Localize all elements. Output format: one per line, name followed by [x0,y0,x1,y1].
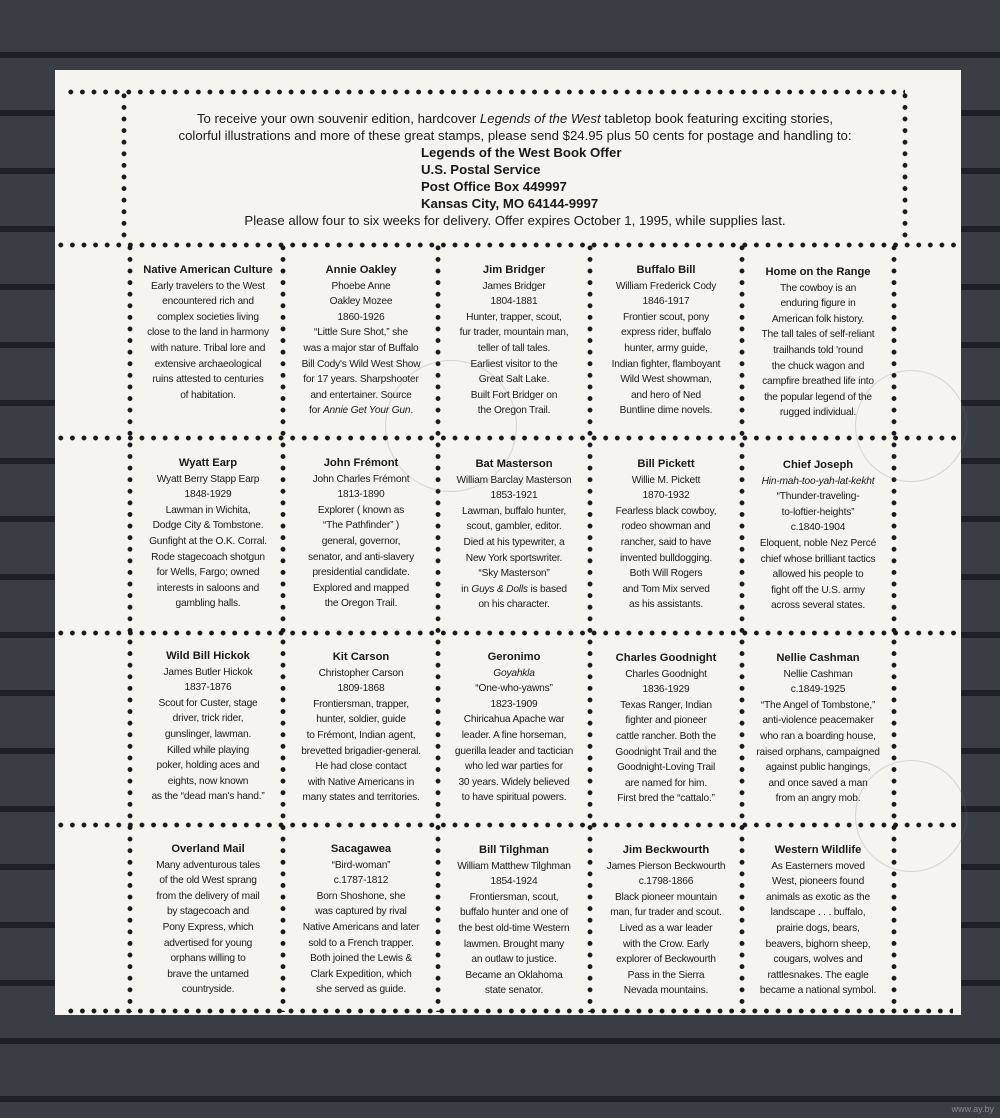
stamp-title: Wild Bill Hickok [166,650,250,662]
stamp-description-line: for 17 years. Sharpshooter [303,374,419,386]
stamp-title: Kit Carson [332,651,390,663]
stamp-description-line: encountered rich and [162,296,254,308]
stamp-description-line: an outlaw to justice. [471,954,557,966]
stamp-description-line: cattle rancher. Both the [616,730,716,742]
stamp-description-line: Early travelers to the West [151,280,265,292]
stamp-text-western-wildlife [743,843,893,999]
stamp-description-line: chief whose brilliant tactics [760,553,876,565]
stamp-description-line: poker, holding aces and [156,760,260,772]
stamp-description-line: Goodnight Trail and the [615,746,717,758]
stamp-description-line: William Barclay Masterson [456,474,572,486]
stamp-title: Buffalo Bill [636,264,696,276]
stamp-description-line: fighter and pioneer [625,715,707,727]
stamp-description-line: Indian fighter, flamboyant [611,358,721,370]
perforation-row-3 [55,630,961,636]
stamp-description-line: “Little Sure Shot,” she [314,327,408,339]
stamp-text-native-american-culture [133,263,283,403]
stamp-description-line: “Bird-woman” [331,859,391,871]
stamp-description-line: Died at his typewriter, a [463,536,565,548]
stamp-description-line: hunter, soldier, guide [316,714,406,726]
stamp-description-line: scout, gambler, editor. [466,521,562,533]
stamp-description-line: from the delivery of mail [156,890,260,902]
stamp-description-line: as his assistants. [629,599,703,611]
stamp-description-line: Nevada mountains. [623,985,709,997]
book-offer-text [135,110,895,229]
perforation-bottom [65,1008,953,1014]
stamp-description-line: in Guys & Dolls is based [461,583,567,595]
stamp-text-sacagawea [286,842,436,998]
stamp-text-kit-carson [286,650,436,806]
stamp-text-bill-pickett [591,457,741,613]
stamp-description-line: close to the land in harmony [147,327,269,339]
stamp-title: Sacagawea [330,843,392,855]
stamp-description-line: as the “dead man's hand.” [151,791,265,803]
stamp-description-line: and entertainer. Source [310,389,412,401]
stamp-description-line: Chiricahua Apache war [463,714,565,726]
stamp-description-line: Texas Ranger, Indian [620,699,712,711]
stamp-title: Chief Joseph [782,459,854,471]
stamp-description-line: to Frémont, Indian agent, [306,729,416,741]
stamp-description-line: 1846-1917 [642,296,690,308]
stamp-description-line: for Wells, Fargo; owned [156,567,260,579]
stamp-description-line: against public hangings, [765,762,871,774]
stamp-description-line: many states and territories. [302,792,420,804]
stamp-description-line: and Tom Mix served [622,583,710,595]
stamp-description-line: “One-who-yawns” [475,683,553,695]
stamp-description-line: Oakley Mozee [329,296,393,308]
stamp-title: Bat Masterson [475,458,553,470]
stamp-title: Geronimo [487,651,541,663]
stamp-description-line: 1860-1926 [337,311,385,323]
stamp-description-line: rodeo showman and [621,521,711,533]
stamp-description-line: Explored and mapped [313,582,409,594]
stamp-title: Overland Mail [171,843,245,855]
offer-line-1: To receive your own souvenir edition, hardcover Legends of the West tabletop book featuring exciting stories, [196,111,834,126]
stamp-description-line: Frontiersman, scout, [469,891,559,903]
stamp-text-wyatt-earp [133,456,283,612]
stamp-description-line: to-loftier-heights” [781,506,855,518]
stamp-text-chief-joseph [743,458,893,614]
stamp-description-line: the chuck wagon and [771,360,865,372]
watermark: www.ay.by [951,1104,994,1114]
stamp-description-line: across several states. [770,600,866,612]
stamp-description-line: by stagecoach and [166,906,250,918]
stamp-description-line: was captured by rival [315,906,407,918]
stamp-description-line: Scout for Custer, stage [158,697,258,709]
offer-address-3: Post Office Box 449997 [421,179,567,194]
stamp-title: Western Wildlife [774,844,862,856]
stamp-description-line: Pony Express, which [162,921,254,933]
stamp-description-line: general, governor, [321,535,401,547]
stamp-description-line: Both joined the Lewis & [310,953,412,965]
stamp-description-line: hunter, army guide, [624,342,708,354]
stamp-description-line: First bred the “cattalo.” [617,793,715,805]
stamp-description-line: Christopher Carson [318,667,404,679]
stamp-description-line: the best old-time Western [458,922,570,934]
stamp-description-line: 30 years. Widely believed [458,776,570,788]
stamp-description-line: she served as guide. [315,984,406,996]
stamp-description-line: rattlesnakes. The eagle [767,969,869,981]
stamp-description-line: Bill Cody's Wild West Show [301,358,421,370]
stamp-description-line: Wild West showman, [620,374,712,386]
stamp-description-line: leader. A fine horseman, [461,729,567,741]
stamp-description-line: American folk history. [771,313,865,325]
stamp-description-line: Gunfight at the O.K. Corral. [149,535,267,547]
stamp-description-line: lawmen. Brought many [463,938,565,950]
stamp-description-line: “The Angel of Tombstone,” [760,699,876,711]
stamp-description-line: “Thunder-traveling- [776,491,860,503]
stamp-description-line: Earliest visitor to the [470,358,558,370]
stamp-description-line: enduring figure in [780,298,856,310]
stamp-description-line: are named for him. [625,777,707,789]
stamp-description-line: raised orphans, campaigned [756,746,880,758]
stamp-description-line: countryside. [181,984,235,996]
stamp-description-line: The tall tales of self-reliant [761,329,875,341]
offer-address-2: U.S. Postal Service [421,162,541,177]
stamp-title: Jim Bridger [482,264,546,276]
stamp-description-line: Hunter, trapper, scout, [466,311,562,323]
stamp-description-line: Built Fort Bridger on [470,389,558,401]
stamp-description-line: fur trader, mountain man, [459,327,569,339]
stamp-description-line: the popular legend of the [764,391,872,403]
stamp-description-line: rugged individual. [779,407,857,419]
stamp-description-line: Born Shoshone, she [316,890,406,902]
stamp-description-line: William Frederick Cody [615,280,717,292]
stamp-description-line: trailhands told 'round [773,344,863,356]
stamp-text-jim-beckwourth [591,843,741,999]
stamp-description-line: 1848-1929 [184,489,232,501]
stamp-text-charles-goodnight [591,651,741,807]
stamp-description-line: 1823-1909 [490,698,538,710]
stamp-description-line: Goodnight-Loving Trail [616,762,716,774]
stamp-description-line: brave the untamed [167,968,249,980]
stamp-description-line: presidential candidate. [312,567,410,579]
perforation-header-right [902,90,908,240]
stamp-description-line: of habitation. [180,389,236,401]
stamp-description-line: c.1840-1904 [790,522,846,534]
stamp-description-line: man, fur trader and scout. [610,907,722,919]
stamp-text-buffalo-bill [591,263,741,419]
stamp-description-line: express rider, buffalo [621,327,711,339]
stamp-description-line: from an angry mob. [775,793,861,805]
stamp-description-line: prairie dogs, bears, [776,922,860,934]
stamp-description-line: 1836-1929 [642,684,690,696]
stamp-description-line: West, pioneers found [771,876,865,888]
stamp-description-line: on his character. [478,599,550,611]
stamp-text-bill-tilghman [439,843,589,999]
offer-address-1: Legends of the West Book Offer [421,145,622,160]
offer-deadline: Please allow four to six weeks for delivery. Offer expires October 1, 1995, while supplies last. [244,213,786,228]
stamp-description-line: Nellie Cashman [783,668,853,680]
stamp-description-line: 1809-1868 [337,683,385,695]
stamp-description-line: William Matthew Tilghman [457,860,571,872]
stamp-description-line: who led war parties for [465,761,563,773]
stamp-description-line: James Butler Hickok [163,666,253,678]
stamp-text-home-on-the-range [743,265,893,421]
stamp-description-line: Goyahkla [493,667,535,679]
stamp-title: Charles Goodnight [615,652,717,664]
stamp-description-line: and once saved a man [768,777,868,789]
stamp-description-line: James Bridger [482,280,546,292]
stamp-text-jim-bridger [439,263,589,419]
stamp-description-line: the Oregon Trail. [477,405,551,417]
stamp-sheet [55,70,961,1015]
stamp-description-line: and hero of Ned [630,389,702,401]
stamp-description-line: ruins attested to centuries [152,374,264,386]
stamp-description-line: Rode stagecoach shotgun [151,551,265,563]
stamp-description-line: fight off the U.S. army [771,584,865,596]
stamp-description-line: James Pierson Beckwourth [606,860,726,872]
stamp-description-line: cougars, wolves and [773,954,863,966]
stamp-description-line: eights, now known [167,775,249,787]
stamp-text-annie-oakley [286,263,436,419]
stamp-description-line: Willie M. Pickett [631,474,701,486]
stamp-description-line: Buntline dime novels. [619,405,713,417]
stamp-description-line: 1854-1924 [490,876,538,888]
stamp-description-line: New York sportswriter. [465,552,563,564]
stamp-description-line: brevetted brigadier-general. [301,745,421,757]
stamp-title: Annie Oakley [325,264,397,276]
stamp-description-line: Black pioneer mountain [614,891,718,903]
offer-line-2: colorful illustrations and more of these great stamps, please send $24.95 plus 50 cents for postage and handling to: [178,128,852,143]
stamp-title: Bill Tilghman [478,844,550,856]
stamp-description-line: complex societies living [157,311,259,323]
stamp-description-line: 1813-1890 [337,489,385,501]
stamp-description-line: Great Salt Lake. [478,374,550,386]
stamp-description-line: Eloquent, noble Nez Percé [759,537,877,549]
stamp-description-line: Fearless black cowboy, [615,505,717,517]
stamp-description-line: with nature. Tribal lore and [150,342,266,354]
stamp-description-line: anti-violence peacemaker [762,715,874,727]
stamp-description-line: explorer of Beckwourth [616,954,716,966]
stamp-description-line: Dodge City & Tombstone. [152,520,264,532]
stamp-description-line: to have spiritual powers. [461,792,567,804]
stamp-description-line: Lawman, buffalo hunter, [462,505,566,517]
stamp-description-line: state senator. [484,985,544,997]
stamp-description-line: The cowboy is an [779,282,857,294]
stamp-description-line: “The Pathfinder” ) [322,520,400,532]
stamp-description-line: gunslinger, lawman. [164,728,252,740]
stamp-description-line: landscape . . . buffalo, [770,907,866,919]
stamp-description-line: Lawman in Wichita, [165,504,251,516]
stamp-description-line: with the Crow. Early [622,938,710,950]
stamp-description-line: orphans willing to [170,953,246,965]
stamp-description-line: with Native Americans in [307,776,415,788]
stamp-description-line: c.1787-1812 [333,875,389,887]
stamp-description-line: 1837-1876 [184,682,232,694]
stamp-description-line: Many adventurous tales [156,859,260,871]
stamp-title: Bill Pickett [637,458,695,470]
stamp-text-bat-masterson [439,457,589,613]
stamp-description-line: rancher, said to have [620,536,712,548]
stamp-description-line: advertised for young [163,937,253,949]
stamp-title: Nellie Cashman [776,652,860,664]
stamp-description-line: Lived as a war leader [619,922,713,934]
stamp-description-line: Native Americans and later [302,921,420,933]
stamp-text-nellie-cashman [743,651,893,807]
stamp-description-line: driver, trick rider, [172,713,244,725]
stamp-title: Jim Beckwourth [622,844,710,856]
perforation-header-left [121,90,127,240]
stamp-description-line: Clark Expedition, which [310,968,412,980]
stamp-title: John Frémont [323,457,399,469]
stamp-description-line: c.1849-1925 [790,684,846,696]
perforation-top [65,89,905,95]
stamp-description-line: Pass in the Sierra [627,969,705,981]
stamp-description-line: Became an Oklahoma [465,969,563,981]
stamp-description-line: Phoebe Anne [331,280,391,292]
stamp-description-line: invented bulldogging. [619,552,713,564]
stamp-description-line: extensive archaeological [154,358,262,370]
stamp-title: Home on the Range [765,266,871,278]
stamp-description-line: gambling halls. [175,598,241,610]
stamp-description-line: beavers, bighorn sheep, [765,938,871,950]
stamp-description-line: senator, and anti-slavery [308,551,414,563]
stamp-title: Native American Culture [143,264,273,276]
stamp-description-line: for Annie Get Your Gun. [309,405,413,417]
stamp-description-line: the Oregon Trail. [324,598,398,610]
stamp-description-line: Charles Goodnight [625,668,707,680]
stamp-text-overland-mail [133,842,283,998]
stamp-description-line: Explorer ( known as [317,504,405,516]
stamp-description-line: became a national symbol. [759,985,877,997]
stamp-description-line: of the old West sprang [159,875,257,887]
stamp-description-line: Frontier scout, pony [622,311,710,323]
stamp-description-line: was a major star of Buffalo [303,342,419,354]
stamp-description-line: He had close contact [315,761,407,773]
stamp-description-line: sold to a French trapper. [308,937,414,949]
stamp-description-line: c.1798-1866 [638,876,694,888]
perforation-row-1 [55,242,961,248]
stamp-description-line: Hin-mah-too-yah-lat-kekht [761,475,875,487]
stamp-description-line: 1853-1921 [490,490,538,502]
stamp-description-line: who ran a boarding house, [760,730,876,742]
stamp-description-line: As Easterners moved [771,860,865,872]
stamp-description-line: 1870-1932 [642,490,690,502]
stamp-text-wild-bill-hickok [133,649,283,805]
stamp-description-line: Killed while playing [166,744,250,756]
stamp-description-line: buffalo hunter and one of [459,907,569,919]
offer-address-4: Kansas City, MO 64144-9997 [421,196,599,211]
stamp-text-geronimo [439,650,589,806]
stamp-description-line: John Charles Frémont [312,473,410,485]
stamp-title: Wyatt Earp [178,457,238,469]
stamp-description-line: guerilla leader and tactician [454,745,574,757]
stamp-description-line: teller of tall tales. [477,342,551,354]
stamp-text-john-fremont [286,456,436,612]
stamp-description-line: Both Will Rogers [629,568,703,580]
stamp-description-line: 1804-1881 [490,296,538,308]
stamp-description-line: allowed his people to [772,569,864,581]
stamp-description-line: Frontiersman, trapper, [313,698,409,710]
stamp-description-line: interests in saloons and [156,582,260,594]
stamp-description-line: Wyatt Berry Stapp Earp [156,473,260,485]
stamp-description-line: animals as exotic as the [766,891,870,903]
perforation-row-4 [55,822,961,828]
stamp-description-line: campfire breathed life into [762,376,874,388]
stamp-description-line: “Sky Masterson” [478,568,550,580]
